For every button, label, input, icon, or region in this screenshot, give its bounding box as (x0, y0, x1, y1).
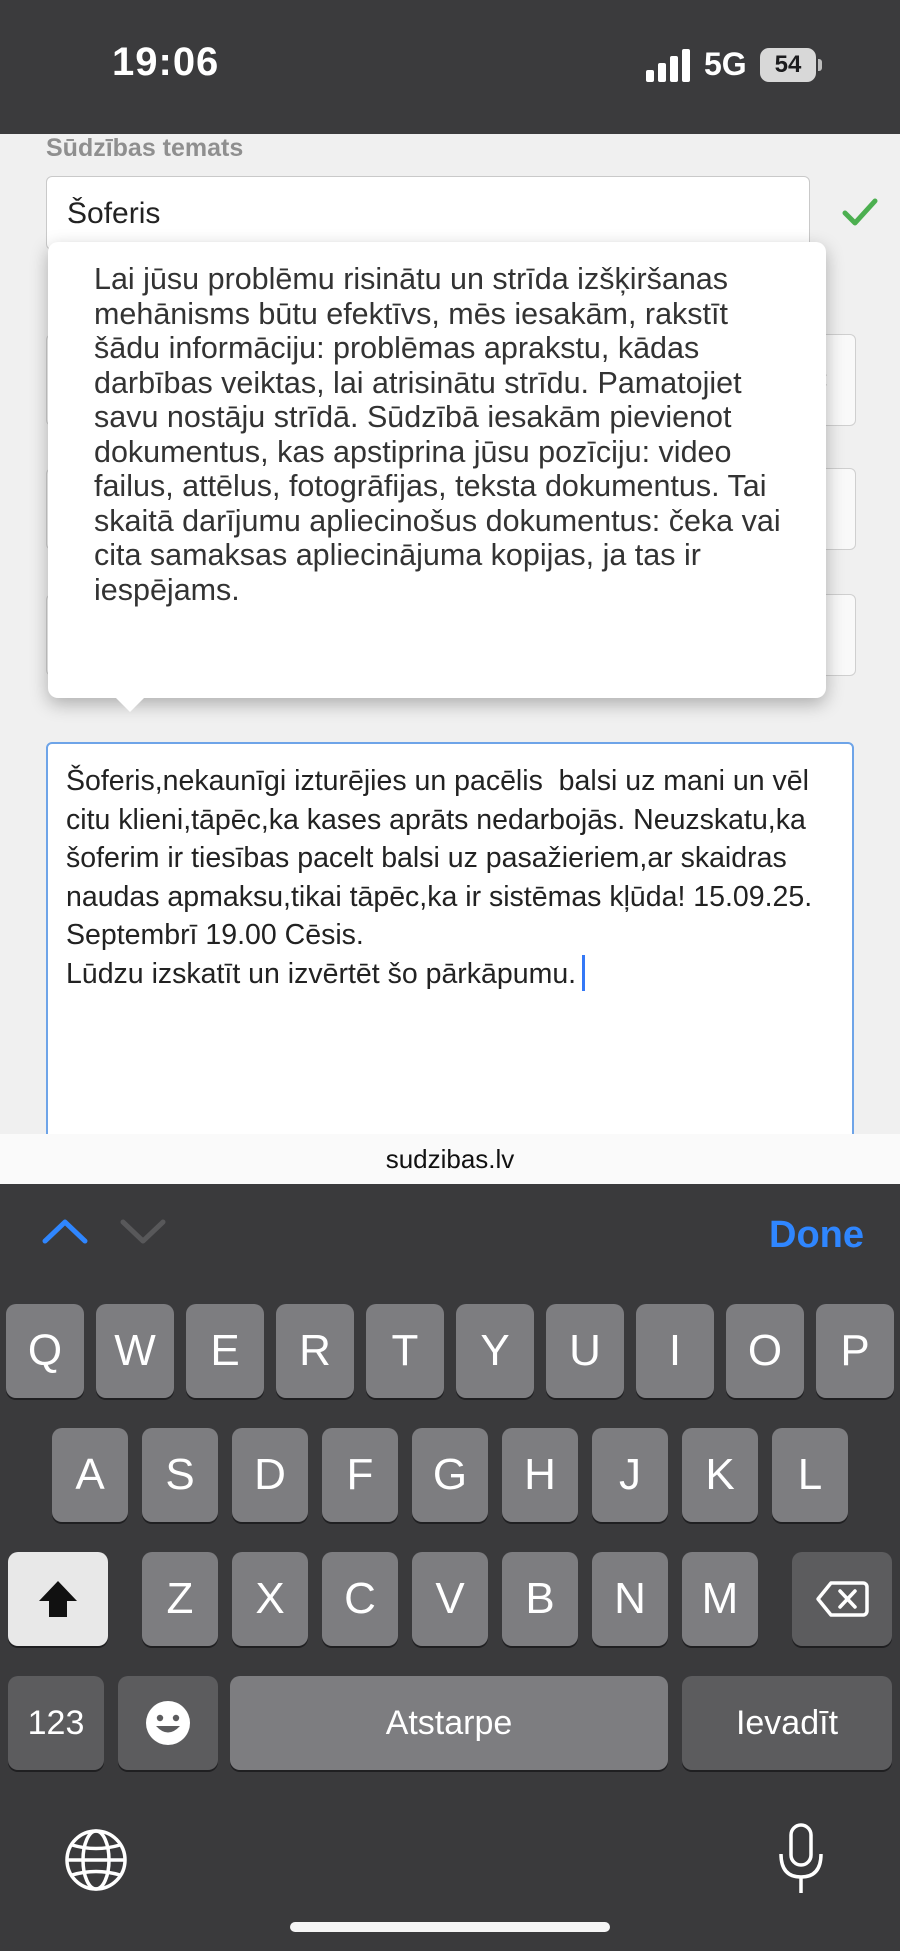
return-key[interactable]: Ievadīt (682, 1676, 892, 1770)
backspace-icon (815, 1579, 869, 1619)
key-y[interactable]: Y (456, 1304, 534, 1398)
key-i[interactable]: I (636, 1304, 714, 1398)
emoji-key[interactable] (118, 1676, 218, 1770)
url-bar[interactable]: sudzibas.lv (0, 1134, 900, 1184)
keyboard-toolbar (0, 1184, 900, 1284)
key-a[interactable]: A (52, 1428, 128, 1522)
web-content (0, 134, 900, 1134)
key-r[interactable]: R (276, 1304, 354, 1398)
key-s[interactable]: S (142, 1428, 218, 1522)
key-j[interactable]: J (592, 1428, 668, 1522)
key-o[interactable]: O (726, 1304, 804, 1398)
key-p[interactable]: P (816, 1304, 894, 1398)
microphone-icon[interactable] (776, 1822, 826, 1896)
chevron-up-icon[interactable] (40, 1214, 90, 1248)
backspace-key[interactable] (792, 1552, 892, 1646)
key-b[interactable]: B (502, 1552, 578, 1646)
key-k[interactable]: K (682, 1428, 758, 1522)
key-d[interactable]: D (232, 1428, 308, 1522)
chevron-down-icon[interactable] (118, 1214, 168, 1248)
key-u[interactable]: U (546, 1304, 624, 1398)
key-w[interactable]: W (96, 1304, 174, 1398)
numbers-key[interactable]: 123 (8, 1676, 104, 1770)
signal-icon (646, 48, 692, 82)
key-e[interactable]: E (186, 1304, 264, 1398)
help-tooltip: Lai jūsu problēmu risinātu un strīda izšķiršanas mehānisms būtu efektīvs, mēs iesakām, rakstīt šādu informāciju: problēmas aprakstu, kādas darbības veiktas, lai atrisinātu strīdu. Pamatojiet savu nostāju strīdā. Sūdzībā iesakām pievienot dokumentus, kas apstiprina jūsu pozīciju: video failus, attēlus, fotogrāfijas, teksta dokumentus. Tai skaitā darījumu apliecinošus dokumentus: čeka vai cita samaksas apliecinājuma kopijas, ja tas ir iespējams. (48, 242, 826, 698)
space-key[interactable]: Atstarpe (230, 1676, 668, 1770)
battery-icon (760, 48, 820, 82)
complaint-textarea[interactable] (46, 742, 854, 1134)
key-h[interactable]: H (502, 1428, 578, 1522)
emoji-icon (144, 1699, 192, 1747)
key-l[interactable]: L (772, 1428, 848, 1522)
shift-key[interactable] (8, 1552, 108, 1646)
key-q[interactable]: Q (6, 1304, 84, 1398)
key-g[interactable]: G (412, 1428, 488, 1522)
key-f[interactable]: F (322, 1428, 398, 1522)
subject-label: Sūdzības temats (46, 134, 244, 162)
subject-input[interactable]: Šoferis (46, 176, 810, 250)
tooltip-arrow (114, 696, 146, 712)
battery-level: 54 (760, 48, 816, 82)
checkmark-icon (842, 194, 878, 230)
key-x[interactable]: X (232, 1552, 308, 1646)
home-indicator[interactable] (290, 1922, 610, 1932)
network-type: 5G (704, 46, 747, 82)
shift-icon (36, 1577, 80, 1621)
done-button[interactable]: Done (769, 1214, 864, 1256)
globe-icon[interactable] (64, 1828, 128, 1892)
key-v[interactable]: V (412, 1552, 488, 1646)
complaint-text: Šoferis,nekaunīgi izturējies un pacēlis balsi uz mani un vēl citu klieni,tāpēc,ka kases aprāts nedarbojās. Neuzskatu,ka šoferim ir tiesības pacelt balsi uz pasažieriem,ar skaidras naudas apmaksu,tikai tāpēc,ka ir sistēmas kļūda! 15.09.25. Septembrī 19.00 Cēsis. Lūdzu izskatīt un izvērtēt šo pārkāpumu. (66, 765, 813, 990)
key-m[interactable]: M (682, 1552, 758, 1646)
key-z[interactable]: Z (142, 1552, 218, 1646)
key-n[interactable]: N (592, 1552, 668, 1646)
status-time: 19:06 (112, 40, 220, 84)
key-c[interactable]: C (322, 1552, 398, 1646)
status-bar (0, 0, 900, 134)
key-t[interactable]: T (366, 1304, 444, 1398)
text-caret (582, 955, 585, 991)
keyboard (0, 1284, 900, 1951)
